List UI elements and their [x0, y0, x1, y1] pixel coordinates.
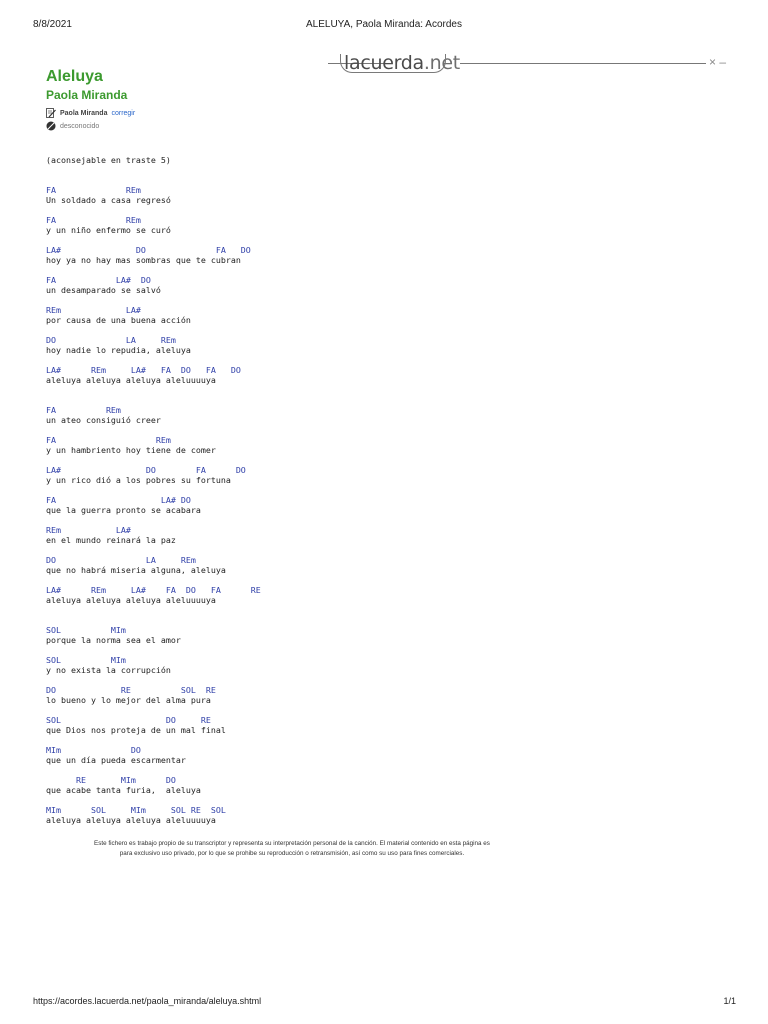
chord-line: LA# REm LA# FA DO FA DO [46, 365, 241, 375]
lyric-line: que Dios nos proteja de un mal final [46, 725, 226, 735]
lyric-line: aleluya aleluya aleluya aleluuuuya [46, 375, 216, 385]
capo-note: (aconsejable en traste 5) [46, 155, 171, 165]
lyric-line: hoy nadie lo repudia, aleluya [46, 345, 191, 355]
lyric-line: hoy ya no hay mas sombras que te cubran [46, 255, 241, 265]
chord-line: MIm DO [46, 745, 141, 755]
lyric-line: que acabe tanta furia, aleluya [46, 785, 201, 795]
chord-line: DO LA REm [46, 335, 176, 345]
lyric-line: un ateo consiguió creer [46, 415, 161, 425]
site-header [46, 52, 736, 76]
lyric-line: Un soldado a casa regresó [46, 195, 171, 205]
chord-line: DO LA REm [46, 555, 196, 565]
print-title: ALELUYA, Paola Miranda: Acordes [305, 19, 462, 30]
close-icon[interactable]: × – [709, 55, 727, 69]
chord-line: LA# DO FA DO [46, 465, 246, 475]
transcriber-row [46, 107, 135, 119]
chord-line: DO RE SOL RE [46, 685, 216, 695]
lyric-line: y no exista la corrupción [46, 665, 171, 675]
lyric-line: lo bueno y lo mejor del alma pura [46, 695, 211, 705]
lyric-line: por causa de una buena acción [46, 315, 191, 325]
lyric-line: porque la norma sea el amor [46, 635, 181, 645]
print-footer-url: https://acordes.lacuerda.net/paola_miranda/aleluya.shtml [33, 996, 262, 1006]
chord-line: REm LA# [46, 305, 141, 315]
site-logo[interactable] [344, 52, 460, 74]
chord-line: FA REm [46, 215, 141, 225]
copyright-disclaimer [48, 839, 536, 859]
chord-line: FA REm [46, 405, 121, 415]
lyric-line: que un día pueda escarmentar [46, 755, 186, 765]
lyric-line: aleluya aleluya aleluya aleluuuuya [46, 815, 216, 825]
chord-line: SOL MIm [46, 655, 126, 665]
logo-bracket [340, 54, 446, 73]
lyric-line: aleluya aleluya aleluya aleluuuuya [46, 595, 216, 605]
logo-suffix-text: .net [423, 52, 460, 74]
genre-label[interactable]: desconocido [60, 122, 100, 130]
lyric-line: y un niño enfermo se curó [46, 225, 171, 235]
song-title: Aleluya [46, 68, 103, 85]
disclaimer-line-2: para exclusivo uso privado, por lo que se prohibe su reproducción o retransmisión, así como su uso para fines comerciales. [119, 850, 465, 857]
song-artist[interactable]: Paola Miranda [46, 88, 128, 102]
chord-line: SOL DO RE [46, 715, 211, 725]
lyric-line: en el mundo reinará la paz [46, 535, 176, 545]
chord-line: FA REm [46, 435, 171, 445]
song-chords-lyrics [46, 155, 261, 825]
header-divider-right [460, 63, 706, 64]
lyric-line: que no habrá miseria alguna, aleluya [46, 565, 226, 575]
edit-pencil-icon [46, 108, 56, 118]
chord-line: FA LA# DO [46, 275, 151, 285]
guitar-icon [46, 121, 56, 131]
chord-line: REm LA# [46, 525, 131, 535]
edit-link[interactable]: corregir [111, 109, 136, 117]
lyric-line: un desamparado se salvó [46, 285, 161, 295]
chord-line: LA# REm LA# FA DO FA RE [46, 585, 261, 595]
chord-line: RE MIm DO [46, 775, 176, 785]
chord-line: FA LA# DO [46, 495, 191, 505]
transcriber-name[interactable]: Paola Miranda [60, 109, 108, 117]
print-footer-page-number: 1/1 [723, 996, 736, 1006]
logo-main-text: lacuerda [344, 52, 424, 74]
lyric-line: que la guerra pronto se acabara [46, 505, 201, 515]
chord-line: SOL MIm [46, 625, 126, 635]
lyric-line: y un hambriento hoy tiene de comer [46, 445, 216, 455]
chord-line: FA REm [46, 185, 141, 195]
chord-line: MIm SOL MIm SOL RE SOL [46, 805, 226, 815]
lyric-line: y un rico dió a los pobres su fortuna [46, 475, 231, 485]
genre-row [46, 120, 99, 132]
disclaimer-line-1: Este fichero es trabajo propio de su transcriptor y representa su interpretación personal de la canción. El material contenido en esta página es [94, 840, 490, 847]
chord-line: LA# DO FA DO [46, 245, 251, 255]
print-date: 8/8/2021 [33, 19, 72, 30]
